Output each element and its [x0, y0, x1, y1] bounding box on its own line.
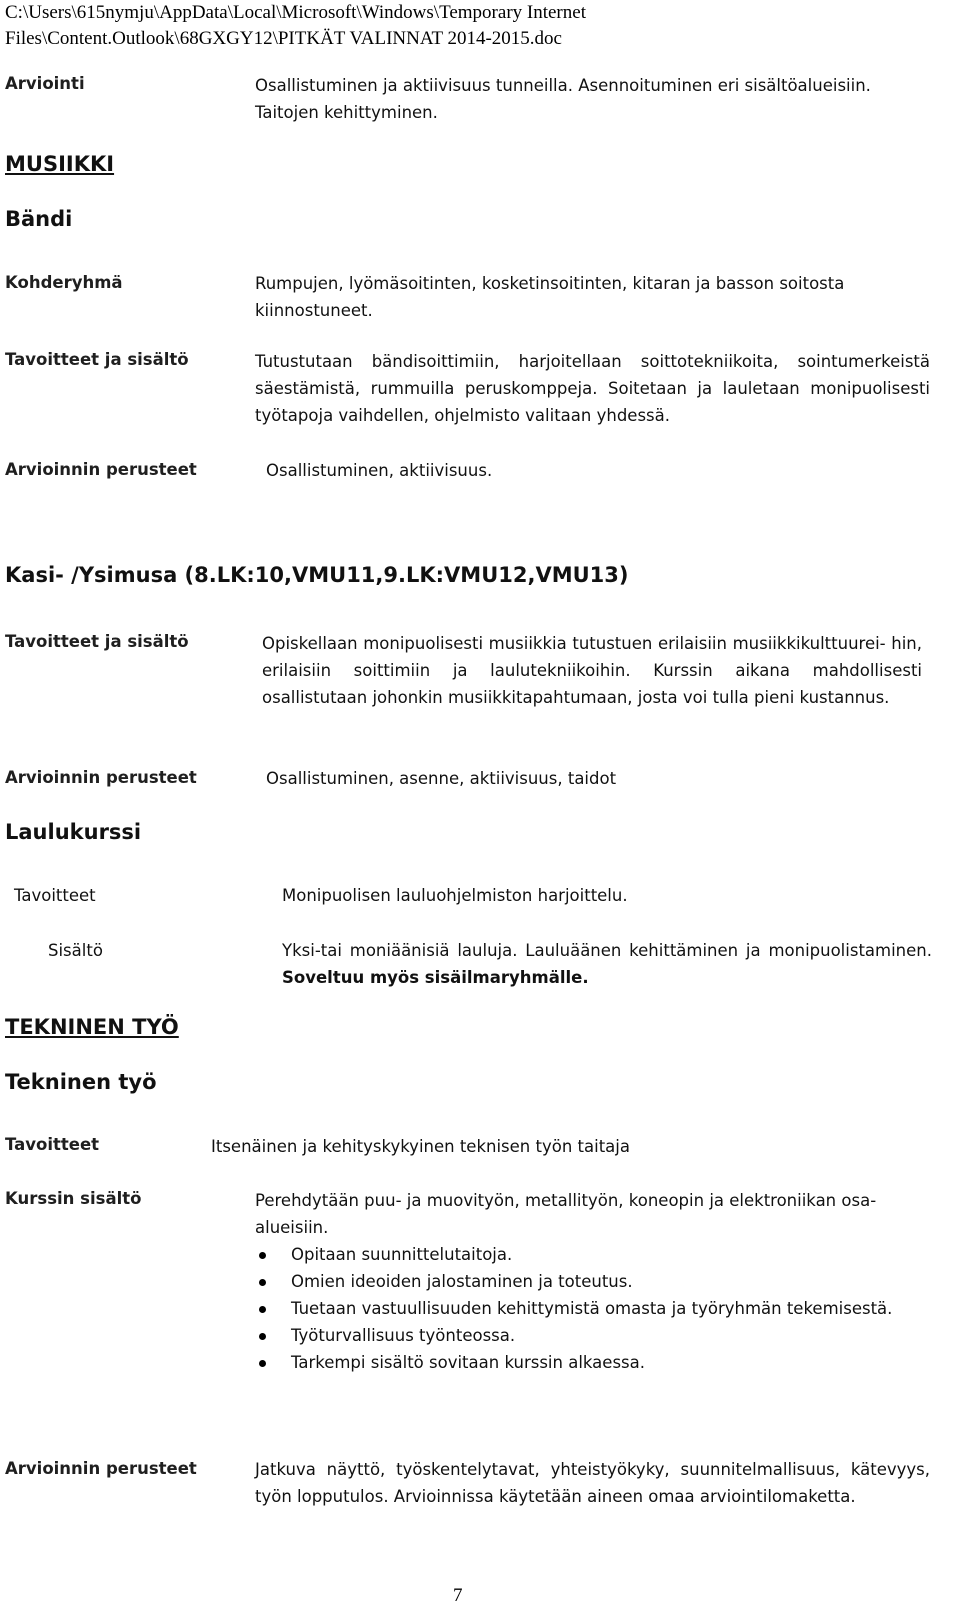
list-item: Omien ideoiden jalostaminen ja toteutus.: [255, 1268, 895, 1295]
tekninen-heading: TEKNINEN TYÖ: [5, 1015, 179, 1039]
kasi-tavoitteet-label: Tavoitteet ja sisältö: [5, 632, 189, 651]
bandi-arvioinnin-text: Osallistuminen, aktiivisuus.: [266, 461, 493, 480]
laulukurssi-sisalto-main: Yksi-tai moniäänisiä lauluja. Lauluäänen kehittäminen ja monipuolistaminen.: [282, 941, 932, 960]
list-item: Opitaan suunnittelutaitoja.: [255, 1241, 895, 1268]
laulukurssi-tavoitteet-label: Tavoitteet: [14, 886, 96, 905]
page-number: 7: [453, 1585, 463, 1606]
tekninen-tavoitteet-text: Itsenäinen ja kehityskykyinen teknisen työn taitaja: [211, 1137, 630, 1156]
bandi-arvioinnin-label: Arvioinnin perusteet: [5, 460, 197, 479]
tekninen-subheading: Tekninen työ: [5, 1070, 157, 1094]
document-path-header: [5, 0, 935, 52]
bandi-tavoitteet-text: Tutustutaan bändisoittimiin, harjoitellaan soittotekniikoita, sointumerkeistä säestämistä, rummuilla peruskomppeja. Soitetaan ja lauletaan monipuolisesti työtapoja vaihdellen, ohjelmisto valitaan yhdessä.: [255, 352, 930, 425]
tekninen-sisalto-intro: [255, 1187, 895, 1241]
kasi-arvioinnin-text: Osallistuminen, asenne, aktiivisuus, taidot: [266, 769, 617, 788]
tekninen-sisalto-intro-text: Perehdytään puu- ja muovityön, metallityön, koneopin ja elektroniikan osa-alueisiin.: [255, 1191, 877, 1237]
path-line-1: C:\Users\615nymju\AppData\Local\Microsoft\Windows\Temporary Internet: [5, 2, 586, 23]
laulukurssi-tavoitteet-text: Monipuolisen lauluohjelmiston harjoittelu.: [282, 886, 628, 905]
list-item: Tarkempi sisältö sovitaan kurssin alkaessa.: [255, 1349, 895, 1376]
tekninen-arvioinnin-text: Jatkuva näyttö, työskentelytavat, yhteistyökyky, suunnitelmallisuus, kätevyys, työn lopputulos. Arvioinnissa käytetään aineen omaa arviointilomaketta.: [255, 1460, 930, 1506]
tekninen-tavoitteet-label: Tavoitteet: [5, 1135, 100, 1154]
tekninen-sisalto-block: [255, 1187, 895, 1376]
list-item: Työturvallisuus työnteossa.: [255, 1322, 895, 1349]
kasi-heading: Kasi- /Ysimusa (8.LK:10,VMU11,9.LK:VMU12,VMU13): [5, 563, 629, 587]
path-line-2: Files\Content.Outlook\68GXGY12\PITKÄT VALINNAT 2014-2015.doc: [5, 28, 562, 49]
laulukurssi-heading: Laulukurssi: [5, 820, 142, 844]
bandi-kohderyhma-label: Kohderyhmä: [5, 273, 123, 292]
bandi-heading: Bändi: [5, 207, 73, 231]
arviointi-text: Osallistuminen ja aktiivisuus tunneilla. Asennoituminen eri sisältöalueisiin. Taitojen kehittyminen.: [255, 76, 871, 122]
tekninen-arvioinnin-label: Arvioinnin perusteet: [5, 1459, 197, 1478]
laulukurssi-sisalto-label: Sisältö: [48, 941, 103, 960]
tekninen-sisalto-label: Kurssin sisältö: [5, 1189, 142, 1208]
laulukurssi-sisalto-text: [282, 937, 932, 991]
list-item: Tuetaan vastuullisuuden kehittymistä omasta ja työryhmän tekemisestä.: [255, 1295, 895, 1322]
musiikki-heading: MUSIIKKI: [5, 152, 115, 176]
kasi-arvioinnin-label: Arvioinnin perusteet: [5, 768, 197, 787]
bandi-kohderyhma-text: Rumpujen, lyömäsoitinten, kosketinsoitinten, kitaran ja basson soitosta kiinnostuneet.: [255, 274, 845, 320]
kasi-tavoitteet-text: Opiskellaan monipuolisesti musiikkia tutustuen erilaisiin musiikkikulttuurei- hin, erilaisiin soittimiin ja laulutekniikoihin. Kurssin aikana mahdollisesti osallistutaan johonkin musiikkitapahtumaan, josta voi tulla pieni kustannus.: [262, 634, 922, 707]
laulukurssi-sisalto-bold: Soveltuu myös sisäilmaryhmälle.: [282, 968, 589, 987]
tekninen-bullet-list: [255, 1241, 895, 1376]
arviointi-label: Arviointi: [5, 74, 85, 93]
bandi-tavoitteet-label: Tavoitteet ja sisältö: [5, 350, 189, 369]
